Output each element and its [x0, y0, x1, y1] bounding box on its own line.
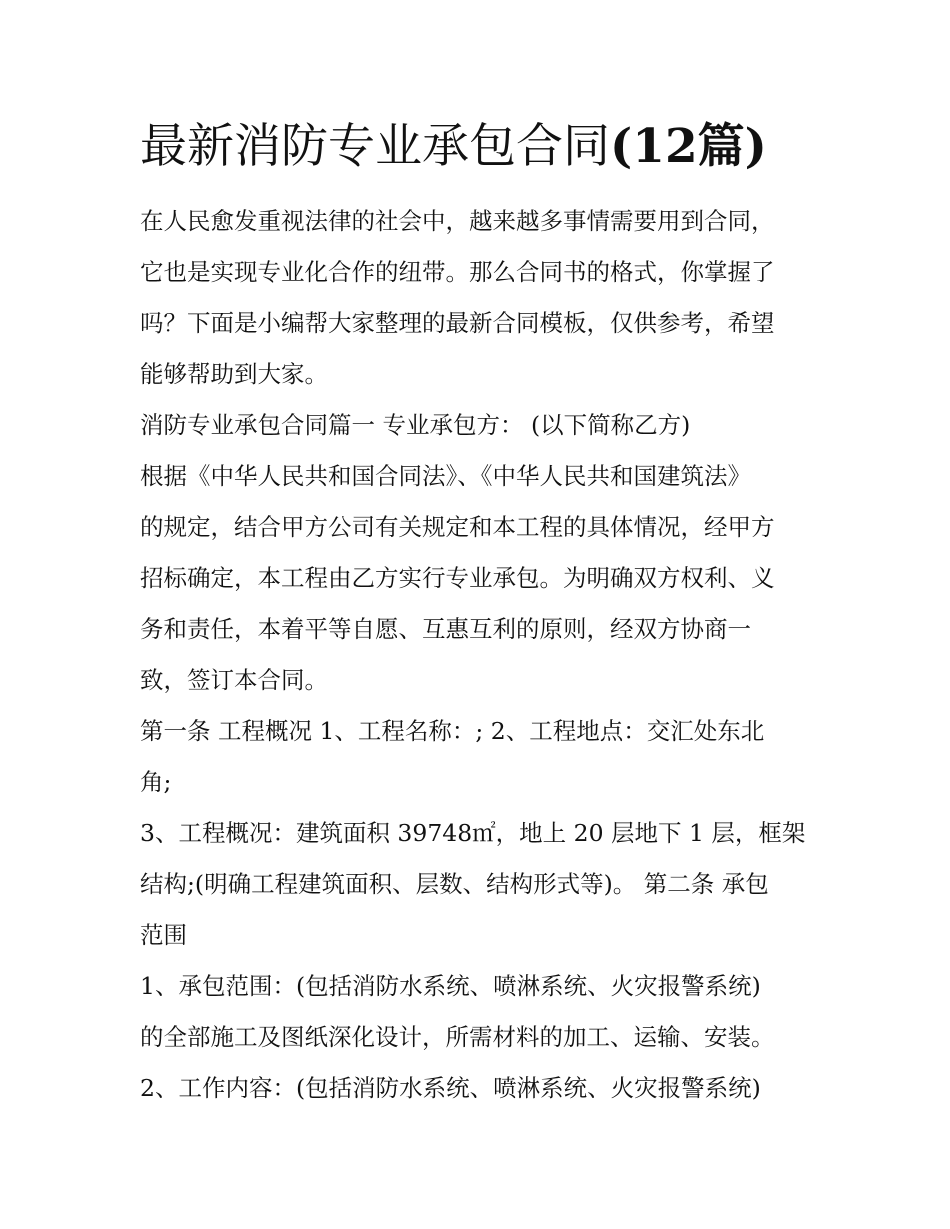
body-line: 第一条 工程概况 1、工程名称：; 2、工程地点：交汇处东北: [140, 717, 765, 745]
body-line: 致，签订本合同。: [140, 666, 328, 694]
body-line: 角;: [140, 768, 172, 796]
body-line: 在人民愈发重视法律的社会中，越来越多事情需要用到合同，: [140, 207, 775, 235]
title-text: 最新消防专业承包合同: [140, 119, 610, 174]
body-line: 它也是实现专业化合作的纽带。那么合同书的格式，你掌握了: [140, 258, 775, 286]
document-body: [140, 196, 820, 1114]
body-line: 3、工程概况：建筑面积 39748㎡，地上 20 层地下 1 层，框架: [140, 819, 806, 847]
body-line: 务和责任，本着平等自愿、互惠互利的原则，经双方协商一: [140, 615, 751, 643]
body-line: 招标确定，本工程由乙方实行专业承包。为明确双方权利、义: [140, 564, 775, 592]
document-title: [140, 112, 840, 182]
body-line: 结构;(明确工程建筑面积、层数、结构形式等)。 第二条 承包: [140, 870, 769, 898]
body-line: 范围: [140, 921, 187, 949]
body-line: 消防专业承包合同篇一 专业承包方： (以下简称乙方): [140, 411, 691, 439]
body-line: 1、承包范围：(包括消防水系统、喷淋系统、火灾报警系统): [140, 972, 761, 1000]
title-count: (12篇): [610, 119, 767, 174]
body-line: 的全部施工及图纸深化设计，所需材料的加工、运输、安装。: [140, 1023, 775, 1051]
body-line: 根据《中华人民共和国合同法》、《中华人民共和国建筑法》: [140, 462, 751, 490]
body-line: 吗？下面是小编帮大家整理的最新合同模板，仅供参考，希望: [140, 309, 775, 337]
body-line: 的规定，结合甲方公司有关规定和本工程的具体情况，经甲方: [140, 513, 775, 541]
body-line: 2、工作内容：(包括消防水系统、喷淋系统、火灾报警系统): [140, 1074, 761, 1102]
body-line: 能够帮助到大家。: [140, 360, 328, 388]
